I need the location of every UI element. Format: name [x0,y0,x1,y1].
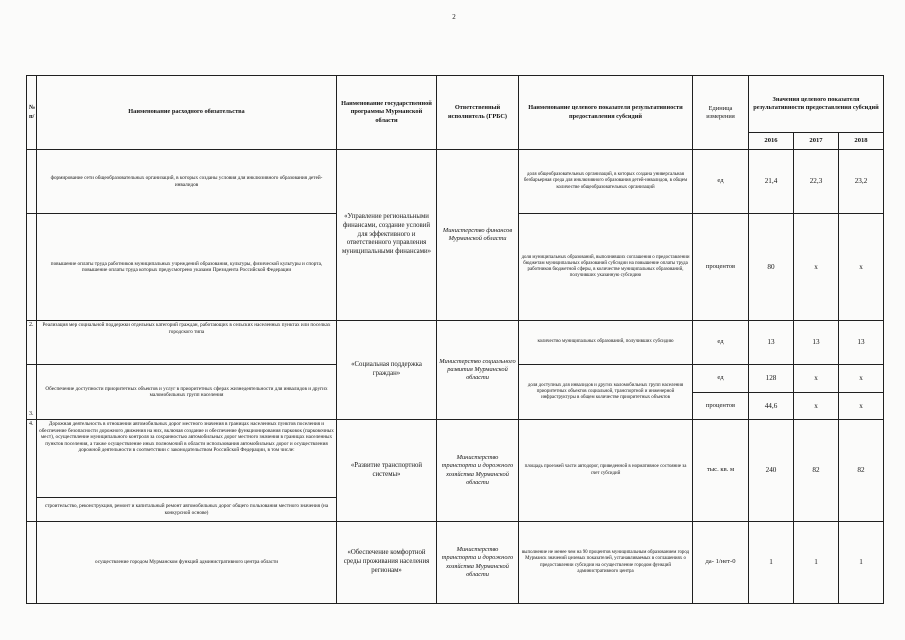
value-2017: х [794,214,839,321]
obligation-cell: повышение оплаты труда работников муниципальных учреждений образования, культуры, физической культуры и спорта, повышение оплаты труда которых предусмотрено указами Президента Российской Федерации [37,214,337,321]
program-cell: «Социальная поддержка граждан» [337,321,437,420]
value-2016: 21,4 [749,150,794,214]
indicator-cell: доля муниципальных образований, выполнивших соглашения о предоставлении бюджетам муниципальных образований субсидии на повышение оплаты труда работников бюджетной сферы, в количестве муниципальных образований, получивших указанную субсидию [519,214,693,321]
header-program: Наименование государственной программы Мурманской области [337,76,437,150]
value-2018: 13 [839,321,884,365]
header-row [27,76,884,133]
page-number: 2 [452,13,456,21]
program-cell: «Обеспечение комфортной среды проживания населения регионам» [337,522,437,604]
executor-cell: Министерство финансов Мурманской области [437,150,519,321]
value-2016: 13 [749,321,794,365]
unit-cell: процентов [693,214,749,321]
program-cell: «Управление региональными финансами, создание условий для эффективного и ответственного управления муниципальными финансами» [337,150,437,321]
value-2018: х [839,214,884,321]
row-num: 3. [27,365,37,420]
obligation-cell: осуществление городом Мурманском функций административного центра области [37,522,337,604]
unit-cell: да- 1/нет-0 [693,522,749,604]
unit-cell: ед [693,365,749,393]
obligation-cell: Дорожная деятельность в отношении автомобильных дорог местного значения в границах населенных пунктов поселения и обеспечение безопасности дорожного движения на них, включая создание и обеспечение функционирования парковок (парковочных мест), осуществление муниципального контроля за сохранностью автомобильных дорог местного значения в границах населенных пунктов поселения, а также осуществление иных полномочий в области использования автомобильных дорог и осуществления дорожной деятельности в соответствии с законодательством Российской Федерации, в том числе: [37,420,337,498]
executor-cell: Министерство социального развития Мурманской области [437,321,519,420]
header-year: 2017 [794,133,839,150]
indicator-cell: количество муниципальных образований, получивших субсидию [519,321,693,365]
value-2016: 128 [749,365,794,393]
row-num [27,522,37,604]
table-row [27,420,884,498]
unit-cell: ед [693,150,749,214]
obligation-cell: Обеспечение доступности приоритетных объектов и услуг в приоритетных сферах жизнедеятельности для инвалидов и других маломобильных групп населения [37,365,337,420]
value-2018: 23,2 [839,150,884,214]
header-unit: Единица измерения [693,76,749,150]
obligation-cell: Реализация мер социальной поддержки отдельных категорий граждан, работающих в сельских населенных пунктах или поселках городского типа [37,321,337,365]
subsidy-indicators-table [26,75,884,604]
value-2018: х [839,365,884,393]
value-2018: 1 [839,522,884,604]
header-year: 2016 [749,133,794,150]
header-values: Значения целевого показателя результативности предоставления субсидий [749,76,884,133]
value-2016: 80 [749,214,794,321]
sub-obligation-cell: строительство, реконструкция, ремонт и капитальный ремонт автомобильных дорог общего пользования местного значения (на конкурсной основе) [37,498,337,522]
executor-cell: Министерство транспорта и дорожного хозяйства Мурманской области [437,522,519,604]
unit-cell: тыс. кв. м [693,420,749,522]
header-num: № п/ [27,76,37,150]
value-2017: х [794,365,839,393]
table-row [27,150,884,214]
indicator-cell: доля доступных для инвалидов и других маломобильных групп населения приоритетных объектов социальной, транспортной и инженерной инфраструктуры в общем количестве приоритетных объектов [519,365,693,420]
indicator-cell: площадь проезжей части автодорог, приведенной в нормативное состояние за счет субсидий [519,420,693,522]
row-num: 2. [27,321,37,365]
value-2016: 1 [749,522,794,604]
table-row [27,522,884,604]
value-2017: 82 [794,420,839,522]
unit-cell: процентов [693,393,749,420]
unit-cell: ед [693,321,749,365]
executor-cell: Министерство транспорта и дорожного хозяйства Мурманской области [437,420,519,522]
program-cell: «Развитие транспортной системы» [337,420,437,522]
value-2017: 13 [794,321,839,365]
row-num [27,214,37,321]
value-2016: 240 [749,420,794,522]
table-row [27,321,884,365]
row-num [27,150,37,214]
header-indicator: Наименование целевого показателя результативности предоставления субсидий [519,76,693,150]
value-2018: х [839,393,884,420]
header-executor: Ответственный исполнитель (ГРБС) [437,76,519,150]
indicator-cell: доля общеобразовательных организаций, в которых создана универсальная безбарьерная среда для инклюзивного образования детей-инвалидов, в общем количестве общеобразовательных организаций [519,150,693,214]
value-2016: 44,6 [749,393,794,420]
row-num: 4. [27,420,37,522]
obligation-cell: формирование сети общеобразовательных организаций, в которых созданы условия для инклюзивного образования детей- инвалидов [37,150,337,214]
value-2017: 1 [794,522,839,604]
value-2018: 82 [839,420,884,522]
header-year: 2018 [839,133,884,150]
indicator-cell: выполнение не менее чем на 90 процентов муниципальным образованием город Мурманск значений целевых показателей, устанавливаемых в соглашениях о предоставлении субсидии на осуществление городом функций административного центра [519,522,693,604]
header-obligation: Наименование расходного обязательства [37,76,337,150]
value-2017: 22,3 [794,150,839,214]
value-2017: х [794,393,839,420]
